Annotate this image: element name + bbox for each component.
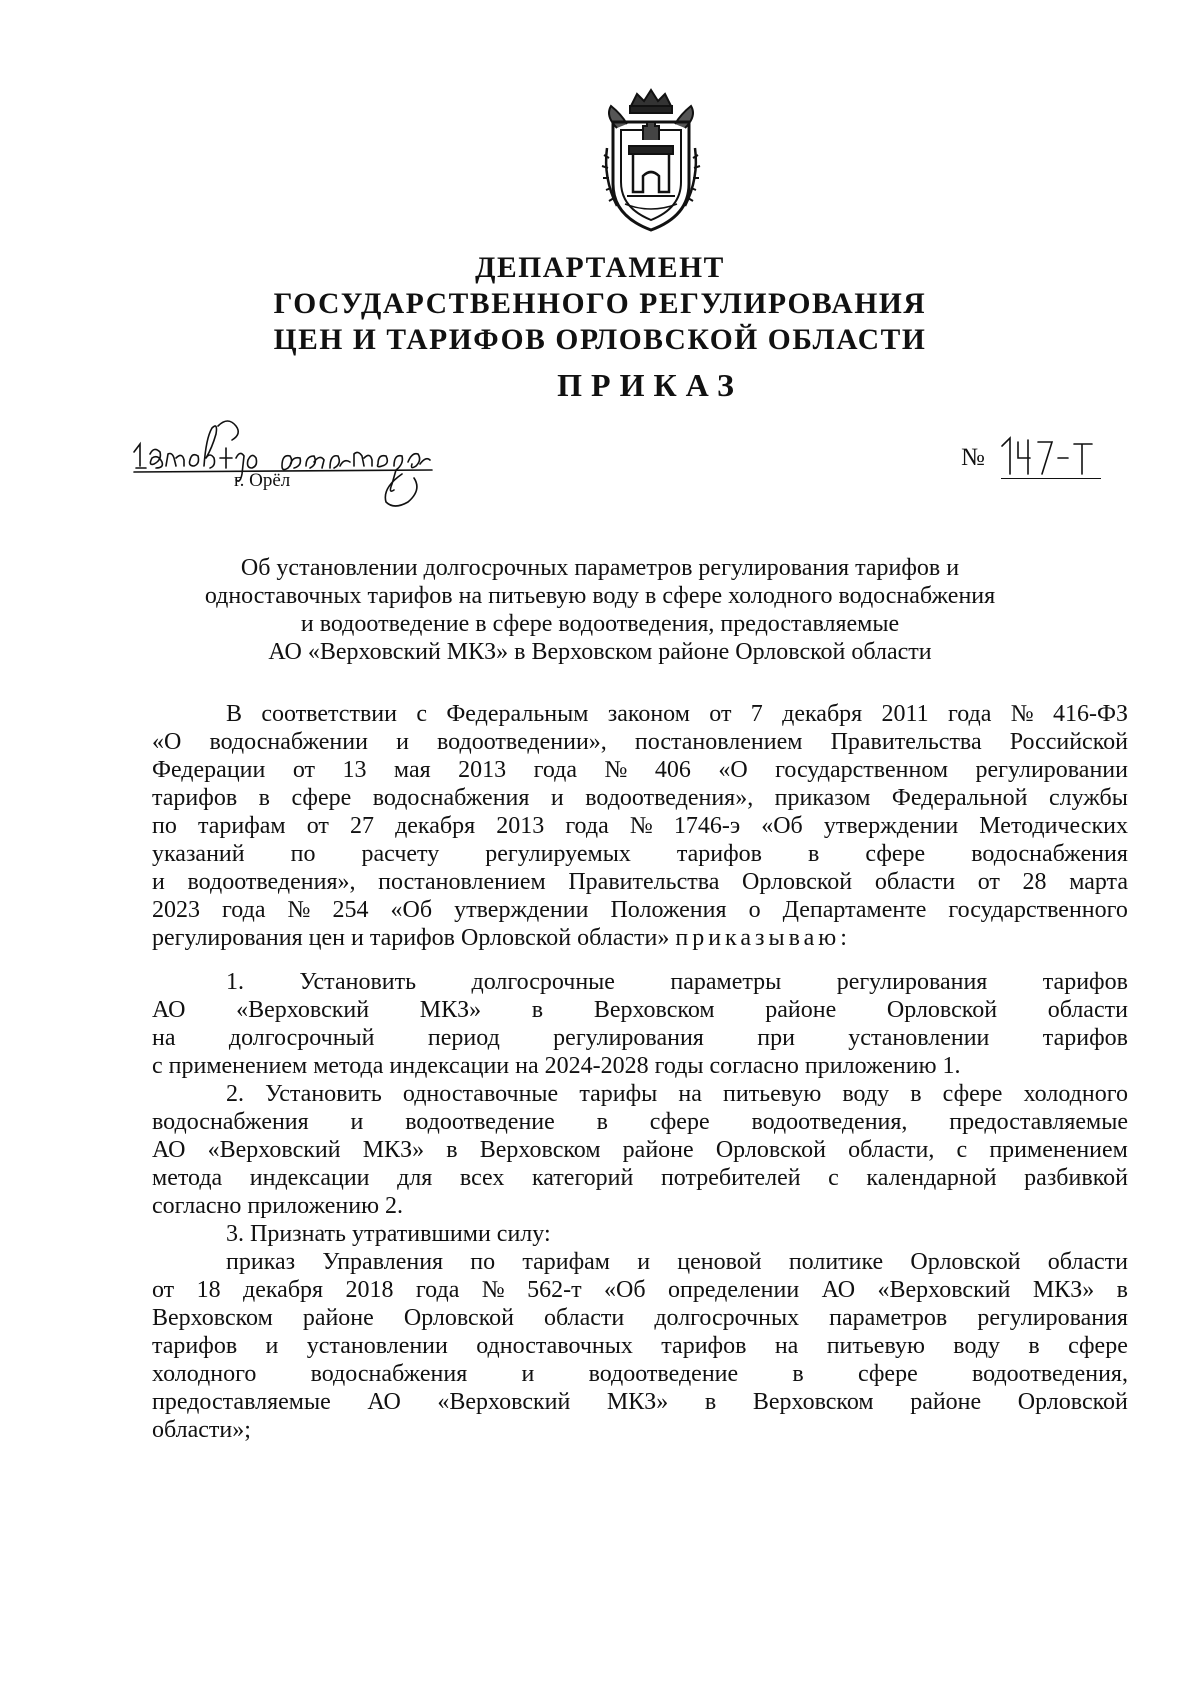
word: 2. — [226, 1081, 244, 1107]
word: В — [226, 701, 243, 727]
order-body — [152, 700, 1128, 1444]
word: тарифов — [152, 1333, 238, 1359]
justified-line — [152, 1388, 1128, 1416]
word: применением — [989, 1137, 1128, 1163]
word: «Верховский — [877, 1277, 1011, 1303]
justified-line — [152, 784, 1128, 812]
word: 416-ФЗ — [1053, 701, 1128, 727]
word: Правительства — [830, 729, 982, 755]
order-verb: приказываю: — [675, 925, 851, 951]
word: Федеральным — [446, 701, 589, 727]
item-1-paragraph — [152, 968, 1128, 1080]
word: регулируемых — [485, 841, 631, 867]
word: индексации — [249, 1165, 370, 1191]
word: сфере — [1068, 1333, 1128, 1359]
word: категорий — [531, 1165, 634, 1191]
department-header — [180, 250, 1020, 358]
word: о — [748, 897, 761, 923]
paragraph-gap — [152, 952, 1128, 968]
word: государственного — [948, 897, 1128, 923]
word: Методических — [979, 813, 1128, 839]
word: предоставляемые — [152, 1389, 331, 1415]
word: утверждении — [454, 897, 589, 923]
word: Верховском — [752, 1389, 874, 1415]
word: «Верховский — [236, 997, 370, 1023]
word: от — [977, 869, 1000, 895]
word: в — [910, 1081, 922, 1107]
word: Департаменте — [782, 897, 927, 923]
word: Орловской — [715, 1137, 826, 1163]
word: метода — [152, 1165, 223, 1191]
word: указаний — [152, 841, 245, 867]
word: Орловской — [1017, 1389, 1128, 1415]
word: марта — [1069, 869, 1128, 895]
word: по — [290, 841, 316, 867]
word: МКЗ» — [419, 997, 482, 1023]
paragraph-last-line: с применением метода индексации на 2024-2028 годы согласно приложению 1. — [152, 1053, 961, 1079]
word: 2023 — [152, 897, 200, 923]
word: законом — [607, 701, 690, 727]
word: 406 — [654, 757, 691, 783]
word: районе — [910, 1389, 982, 1415]
word: мая — [393, 757, 431, 783]
word: года — [222, 897, 266, 923]
justified-line — [152, 1136, 1128, 1164]
word: и — [550, 785, 564, 811]
word: Положения — [610, 897, 727, 923]
word: и — [152, 869, 165, 895]
order-number-label: № — [961, 444, 985, 471]
word: и — [350, 1109, 364, 1135]
word: тарифам — [522, 1249, 610, 1275]
word: приказ — [226, 1249, 296, 1275]
word: года — [947, 701, 992, 727]
word: в — [531, 997, 544, 1023]
word: 2013 — [496, 813, 545, 839]
word: области — [1047, 1249, 1128, 1275]
word: Российской — [1009, 729, 1128, 755]
word: от — [709, 701, 732, 727]
justified-line — [152, 996, 1128, 1024]
word: календарной — [866, 1165, 997, 1191]
word: МКЗ» — [606, 1389, 669, 1415]
word: 1746-э — [673, 813, 741, 839]
word: политике — [788, 1249, 884, 1275]
word: регулирования — [977, 1305, 1128, 1331]
word: в — [1028, 1333, 1040, 1359]
word: тарифов — [1042, 969, 1128, 995]
word: Установить — [299, 969, 417, 995]
justified-line — [152, 896, 1128, 924]
word: сфере — [291, 785, 352, 811]
word: водоотведения», — [187, 869, 356, 895]
word: «Верховский — [437, 1389, 571, 1415]
title-line: и водоотведение в сфере водоотведения, предоставляемые — [300, 611, 900, 637]
word: питьевую — [723, 1081, 822, 1107]
word: 1. — [226, 969, 244, 995]
word: тарифам — [197, 813, 286, 839]
word: в — [1116, 1277, 1128, 1303]
word: 2011 — [881, 701, 929, 727]
word: № — [604, 757, 628, 783]
word: тарифов — [676, 841, 763, 867]
word: 7 — [750, 701, 763, 727]
word: водоотведение — [405, 1109, 555, 1135]
word: Федеральной — [891, 785, 1028, 811]
word: сфере — [857, 1361, 918, 1387]
word: на — [152, 1025, 176, 1051]
word: предоставляемые — [949, 1109, 1128, 1135]
word: службы — [1048, 785, 1128, 811]
word: сфере — [649, 1109, 710, 1135]
word: приказом — [774, 785, 871, 811]
item-2-paragraph — [152, 1080, 1128, 1220]
word: в — [808, 841, 820, 867]
word: 2013 — [458, 757, 507, 783]
handwritten-order-number — [996, 432, 1096, 482]
title-line: АО «Верховский МКЗ» в Верховском районе Орловской области — [268, 639, 932, 665]
word: водоотведение — [588, 1361, 739, 1387]
word: районе — [302, 1305, 374, 1331]
word: тарифов — [661, 1333, 747, 1359]
word: одноставочные — [402, 1081, 559, 1107]
word: 2018 — [345, 1277, 394, 1303]
word: водоснабжения — [372, 785, 530, 811]
word: Верховском — [593, 997, 715, 1023]
header-line-2: ГОСУДАРСТВЕННОГО РЕГУЛИРОВАНИЯ — [273, 288, 927, 320]
justified-line — [152, 1332, 1128, 1360]
word: водоотведения, — [751, 1109, 908, 1135]
item-3-heading: 3. Признать утратившими силу: — [226, 1221, 551, 1247]
word: определении — [667, 1277, 800, 1303]
justified-line — [152, 868, 1128, 896]
word: расчету — [361, 841, 440, 867]
word: сфере — [942, 1081, 1003, 1107]
word: года — [533, 757, 577, 783]
word: 254 — [332, 897, 369, 923]
word: по — [470, 1249, 496, 1275]
word: водоотведения, — [971, 1361, 1128, 1387]
word: долгосрочных — [654, 1305, 800, 1331]
word: водоснабжении — [209, 729, 368, 755]
word: 18 — [196, 1277, 221, 1303]
header-line-1: ДЕПАРТАМЕНТ — [475, 252, 725, 284]
word: районе — [765, 997, 837, 1023]
word: с — [956, 1137, 968, 1163]
handwritten-date-signature — [132, 418, 452, 510]
word: холодного — [1023, 1081, 1128, 1107]
order-word: ПРИКАЗ — [557, 367, 743, 403]
word: Федерации — [152, 757, 266, 783]
word: водоснабжения — [310, 1361, 468, 1387]
word: долгосрочные — [471, 969, 615, 995]
justified-line — [152, 1276, 1128, 1304]
word: года — [415, 1277, 460, 1303]
justified-line — [152, 1108, 1128, 1136]
word: «Об — [604, 1277, 646, 1303]
word: соответствии — [261, 701, 397, 727]
word: МКЗ» — [362, 1137, 425, 1163]
word: и — [637, 1249, 651, 1275]
word: с — [416, 701, 427, 727]
word: № — [481, 1277, 505, 1303]
word: № — [1010, 701, 1034, 727]
word: декабря — [395, 813, 476, 839]
word: с — [828, 1165, 839, 1191]
word: водоотведения», — [585, 785, 754, 811]
title-line: Об установлении долгосрочных параметров регулирования тарифов и — [240, 555, 960, 581]
justified-line — [152, 728, 1128, 756]
word: потребителей — [660, 1165, 801, 1191]
justified-line — [152, 1164, 1128, 1192]
word: области — [544, 1305, 625, 1331]
justified-line — [152, 1360, 1128, 1388]
word: 27 — [349, 813, 374, 839]
coat-of-arms-icon — [597, 88, 705, 233]
preamble-last-line — [152, 924, 1128, 952]
word: параметры — [670, 969, 782, 995]
justified-line — [152, 840, 1128, 868]
word: Установить — [265, 1081, 382, 1107]
word: области — [874, 869, 956, 895]
order-title — [150, 554, 1050, 666]
justified-line — [152, 1024, 1128, 1052]
word: области, — [848, 1137, 935, 1163]
word: и — [521, 1361, 535, 1387]
word: 562-т — [527, 1277, 582, 1303]
word: области — [1047, 997, 1128, 1023]
word: водоотведении», — [437, 729, 607, 755]
justified-line — [152, 968, 1128, 996]
word: «О — [152, 729, 182, 755]
word: тарифы — [579, 1081, 658, 1107]
word: холодного — [152, 1361, 257, 1387]
justified-line — [152, 700, 1128, 728]
title-line: одноставочных тарифов на питьевую воду в сфере холодного водоснабжения — [204, 583, 996, 609]
header-line-3: ЦЕН И ТАРИФОВ ОРЛОВСКОЙ ОБЛАСТИ — [273, 324, 927, 356]
word: питьевую — [826, 1333, 925, 1359]
word: в — [446, 1137, 458, 1163]
word: воду — [953, 1333, 1000, 1359]
word: в — [596, 1109, 608, 1135]
word: и — [265, 1333, 279, 1359]
justified-line — [152, 812, 1128, 840]
word: Орловской — [910, 1249, 1021, 1275]
word: постановлением — [634, 729, 803, 755]
justified-line — [152, 1248, 1128, 1276]
word: «Об — [761, 813, 803, 839]
word: на — [678, 1081, 702, 1107]
word: долгосрочный — [228, 1025, 375, 1051]
word: от — [292, 757, 315, 783]
word: по — [152, 813, 177, 839]
paragraph-last-line: области»; — [152, 1417, 251, 1443]
word: Орловской — [742, 869, 853, 895]
word: при — [757, 1025, 795, 1051]
word: период — [427, 1025, 500, 1051]
word: разбивкой — [1024, 1165, 1128, 1191]
word: Верховском — [152, 1305, 273, 1331]
word: государственном — [775, 757, 949, 783]
word: Орловской — [403, 1305, 514, 1331]
word: от — [306, 813, 329, 839]
word: регулировании — [975, 757, 1128, 783]
word: декабря — [243, 1277, 324, 1303]
word: 28 — [1022, 869, 1047, 895]
word: года — [565, 813, 609, 839]
word: МКЗ» — [1032, 1277, 1095, 1303]
word: установлении — [306, 1333, 448, 1359]
word: тарифов — [152, 785, 238, 811]
item-3-paragraph — [152, 1220, 1128, 1444]
word: водоснабжения — [971, 841, 1128, 867]
word: ценовой — [677, 1249, 762, 1275]
word: Управления — [322, 1249, 444, 1275]
word: сфере — [865, 841, 926, 867]
word: постановлением — [378, 869, 546, 895]
word: на — [774, 1333, 799, 1359]
word: районе — [622, 1137, 694, 1163]
word: установлении — [848, 1025, 990, 1051]
word: в — [258, 785, 270, 811]
word: Орловской — [886, 997, 998, 1023]
word: № — [287, 897, 311, 923]
word: от — [152, 1277, 175, 1303]
word: в — [704, 1389, 717, 1415]
word: АО — [367, 1389, 401, 1415]
city-label: г. Орёл — [234, 470, 291, 491]
justified-line — [152, 1080, 1128, 1108]
word: водоснабжения — [152, 1109, 309, 1135]
justified-line — [152, 756, 1128, 784]
word: Верховском — [479, 1137, 601, 1163]
word: воду — [842, 1081, 890, 1107]
word: № — [629, 813, 653, 839]
word: тарифов — [1042, 1025, 1128, 1051]
word: «Верховский — [207, 1137, 341, 1163]
word: параметров — [829, 1305, 948, 1331]
word: регулирования — [553, 1025, 704, 1051]
word: 13 — [342, 757, 367, 783]
word: «О — [718, 757, 748, 783]
word: АО — [152, 997, 186, 1023]
justified-line — [152, 1304, 1128, 1332]
word: регулирования — [836, 969, 988, 995]
word: для — [397, 1165, 433, 1191]
word: АО — [152, 1137, 186, 1163]
word: Правительства — [568, 869, 720, 895]
word: АО — [821, 1277, 856, 1303]
word: утверждении — [823, 813, 959, 839]
paragraph-last-line: согласно приложению 2. — [152, 1193, 404, 1219]
word: всех — [459, 1165, 505, 1191]
word: «Об — [390, 897, 433, 923]
word: декабря — [782, 701, 863, 727]
word: в — [792, 1361, 804, 1387]
word: одноставочных — [476, 1333, 633, 1359]
preamble-text: регулирования цен и тарифов Орловской области» — [152, 925, 670, 951]
preamble-paragraph — [152, 700, 1128, 952]
word: и — [396, 729, 409, 755]
